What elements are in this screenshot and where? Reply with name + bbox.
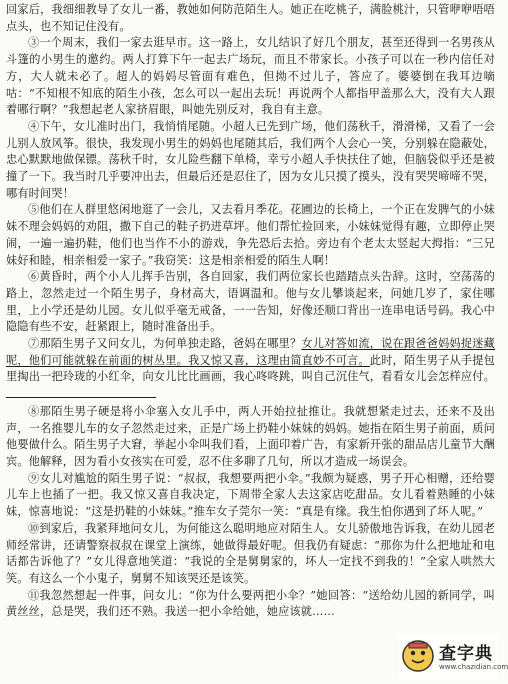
watermark-domain: www.chazidian.com [439, 663, 508, 671]
article-page [6, 2, 495, 621]
underlined-question-sentence: 女儿对答如流，说在跟爸爸妈妈捉迷藏呢，他们可能就躲在前面的树丛里。我又惊又喜，这理由简直妙不可言。 [6, 337, 495, 367]
paragraph-7-rest: 此时，陌生男子从手提包里掏出一把玲珑的小红伞，向女儿比比画画，我心咚咚跳，叫自己沉住气，看看女儿会怎样应付。 [6, 353, 495, 384]
paragraph-7-intro: ⑦那陌生男子又问女儿，为何单独走路，爸妈在哪里？ [28, 337, 302, 351]
paragraph-5: ⑤他们在人群里悠闲地逛了一会儿，又去看月季花。花圃边的长椅上，一个正在发脾气的小妹妹不理会妈妈的劝阻，撒下自己的鞋子扔进草坪。他们帮忙捡回来，小妹妹觉得有趣，立即停止哭闹，一遍一遍扔鞋，他们也当作不小的游戏，争先恐后去拾。旁边有个老太太竖起大拇指：“三兄妹好和睦，相亲相爱一家子。”我窃笑：这是相亲相爱的陌生人啊！ [6, 203, 495, 267]
answer-blank-line[interactable] [6, 386, 156, 398]
paragraph-7 [6, 336, 495, 404]
paragraph-continuation: 回家后，我细细教导了女儿一番，教她如何防范陌生人。她正在吃桃子，满脸桃汁，只管咿咿唔唔点头，也不知记住没有。 [6, 3, 495, 33]
paragraph-10: ⑩到家后，我紧拜地问女儿，为何能这么聪明地应对陌生人。女儿骄傲地告诉我，在幼儿园老师经常讲，还请警察叔叔在课堂上演练，她做得最好呢。但我仍有疑虑：“那你为什么把地址和电话都告诉他了？”女儿得意地笑道：“我说的全是舅舅家的，坏人一定找不到我的！”全家人哄然大笑。有这么一个小鬼子，舅舅不知该哭还是该笑。 [6, 521, 495, 585]
paragraph-6: ⑥黄昏时，两个小人儿挥手告别，各自回家，我们两位家长也踏踏点头告辞。这时，空荡荡的路上，忽然走过一个陌生男子，身材高大，语调温和。他与女儿攀谈起来，问她几岁了，家住哪里，上小学还是幼儿园。女儿似乎毫无戒备，一一告知，好像还顺口背出一连串电话号码。我心中隐隐有些不安，赶紧跟上，随时准备出手。 [6, 270, 495, 334]
site-watermark [399, 636, 508, 680]
paragraph-11: ⑪我忽然想起一件事，问女儿：“你为什么要两把小伞？”她回答：“送给幼儿园的新同学，叫黄丝丝，总是哭，我们还不熟。我送一把小伞给她，她应该就…… [6, 588, 495, 619]
paragraph-4: ④下午，女儿准时出门，我悄悄尾随。小超人已先到广场，他们荡秋千，滑滑梯，又看了一会儿别人放风筝。很快，我发现小男生的妈妈也尾随其后，我们两个人会心一笑，分别躲在隐蔽处，忠心默默地做保镖。荡秋千时，女儿险些翻下单椅，幸亏小超人手快扶住了她，但脑袋似乎还是被撞了一下。我当时几乎要冲出去，但最后还是忍住了，因为女儿只摸了摸头，没有哭哭啼啼不哭，哪有时间哭！ [6, 119, 495, 200]
mascot-logo-icon [401, 639, 435, 673]
paragraph-9: ⑨女儿对尴尬的陌生男子说：“叔叔，我想要两把小伞。”我颇为疑惑，男子开心相赠，还给婴儿车上也插了一把。我又惊又喜自我决定，下周带全家人去这家店吃甜品。女儿看着熟睡的小妹妹，惊喜地说：“这是扔鞋的小妹妹。”推车女子莞尔一笑：“真是有缘。我生怕你遇到了坏人呢。” [6, 471, 495, 519]
paragraph-8: ⑧那陌生男子硬是将小伞塞入女儿手中，两人开始拉扯推让。我就想紧走过去，还来不及出声，一名推婴儿车的女子忽然走过来，正是广场上扔鞋小妹妹的妈妈。她指在陌生男子前面，质问他要做什么。陌生男子大窘，挙起小伞叫我们看，上面印着广告，有家新开张的甜品店儿童节大酬宾。他解释，因为看小女孩实在可爱，忍不住多聊了几句，所以才造成一场误会。 [6, 404, 495, 468]
paragraph-3: ③一个周末，我们一家去逛早市。这一路上，女儿结识了好几个朋友，甚至还得到一名男孩从斗篷的小男生的邀约。两人打算下午一起去广场玩，而且不带家长。小孩子可以在一秒内信任对方，大人就未必了。超人的妈妈尽管面有难色，但拗不过儿子，答应了。婆婆倒在我耳边嘀咕：“不知根不知底的陌生小孩，怎么可以一起出去玩！再说两个人都指甲盖那么大，没有大人跟着哪行啊？”我想起老人家挤眉眼，叫她先别反对，我自有主意。 [6, 36, 495, 117]
watermark-brand: 查字典 [439, 644, 493, 664]
